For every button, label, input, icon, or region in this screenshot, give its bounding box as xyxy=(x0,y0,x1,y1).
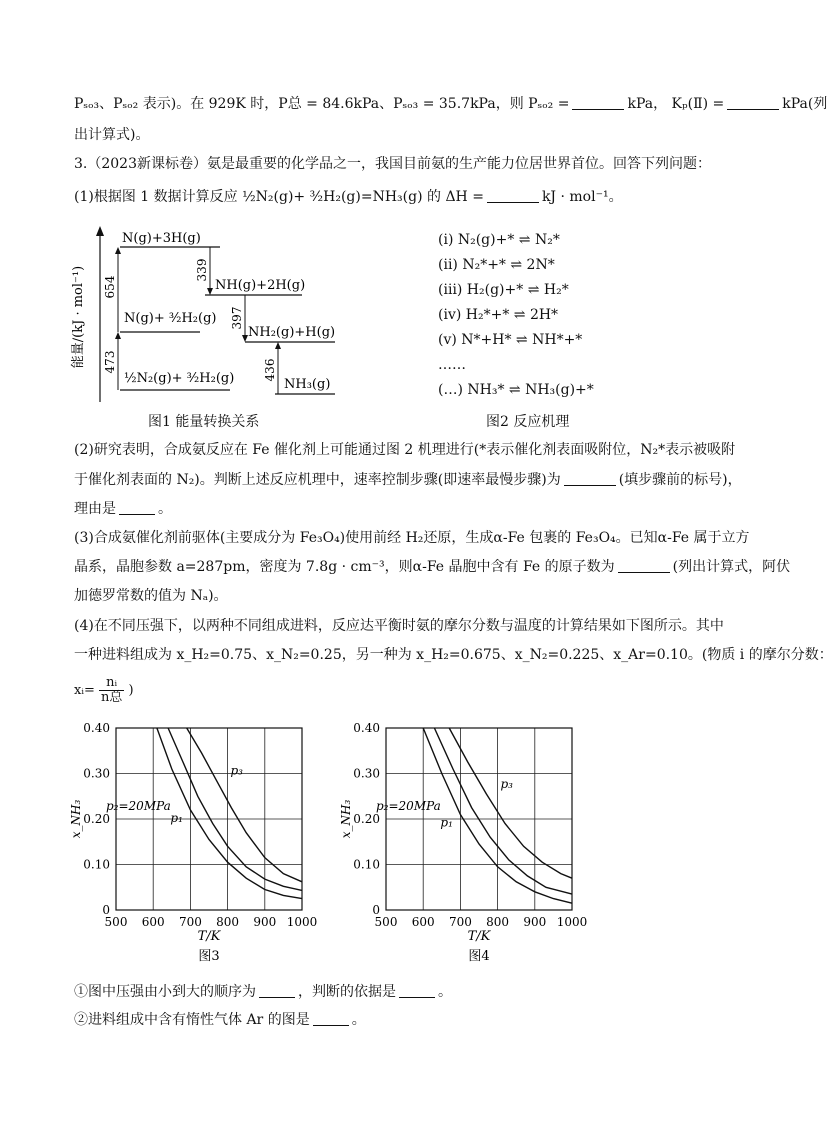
sub2-end: 。 xyxy=(351,1012,366,1028)
q3-part2-line3 xyxy=(74,499,172,519)
chart-figure4 xyxy=(340,718,590,988)
y-axis-label: x_NH₃ xyxy=(69,799,83,839)
top-line-2: 出计算式)。 xyxy=(74,127,150,143)
q3-sub1 xyxy=(74,982,452,1002)
x-tick-label: 900 xyxy=(253,915,277,929)
arrow-label-339: 339 xyxy=(195,258,209,282)
y-tick-label: 0.40 xyxy=(353,721,380,735)
mole-fraction-end: ) xyxy=(128,683,134,698)
answer-blank[interactable] xyxy=(564,471,616,486)
q3-part1-unit: kJ · mol⁻¹。 xyxy=(541,189,623,205)
x-tick-label: 700 xyxy=(448,915,472,929)
x-axis-label: T/K xyxy=(467,929,491,944)
level-bottom-left: ½N₂(g)+ ³⁄₂H₂(g) xyxy=(124,371,235,386)
q3-part2-line1: (2)研究表明，合成氨反应在 Fe 催化剂上可能通过图 2 机理进行(*表示催化剂表面吸附位，N₂*表示被吸附 xyxy=(74,442,736,458)
y-axis-label: x_NH₃ xyxy=(339,799,353,839)
level-right-top: NH(g)+2H(g) xyxy=(215,278,306,293)
y-tick-label: 0 xyxy=(372,903,380,917)
arrow-label-436: 436 xyxy=(263,358,277,382)
mechanism-ellipsis: …… xyxy=(438,357,466,373)
mechanism-step: (ⅱ) N₂*+* ⇌ 2N* xyxy=(438,257,555,273)
q3-part4-line3 xyxy=(74,676,134,705)
x-tick-label: 700 xyxy=(178,915,202,929)
q3-part4-line2: 一种进料组成为 x_H₂=0.75、x_N₂=0.25，另一种为 x_H₂=0.675、x_N₂=0.225、x_Ar=0.10。(物质 i 的摩尔分数： xyxy=(74,647,833,663)
q3-part2-end: 。 xyxy=(158,501,172,517)
sub1-text: ①图中压强由小到大的顺序为 xyxy=(74,984,256,1000)
y-tick-label: 0.20 xyxy=(83,812,110,826)
figure1-ylabel: 能量/(kJ · mol⁻¹) xyxy=(71,265,86,369)
series-line-p2 xyxy=(434,728,572,894)
y-tick-label: 0.40 xyxy=(83,721,110,735)
series-label-p2: p₂=20MPa xyxy=(106,798,171,813)
x-tick-label: 600 xyxy=(141,915,165,929)
figure1-caption: 图1 能量转换关系 xyxy=(148,414,260,430)
q3-part4-line1: (4)在不同压强下，以两种不同组成进料，反应达平衡时氨的摩尔分数与温度的计算结果如下图所示。其中 xyxy=(74,618,724,634)
chart-figure3 xyxy=(70,718,320,988)
level-right-bottom: NH₃(g) xyxy=(284,377,331,392)
chart-title: 图4 xyxy=(468,949,490,964)
x-tick-label: 800 xyxy=(486,915,510,929)
top-line1-unit-b: kPa(列 xyxy=(782,96,828,112)
q3-part3-line2 xyxy=(74,557,790,577)
series-label-p3: p₃ xyxy=(230,763,243,778)
y-tick-label: 0.10 xyxy=(83,857,110,872)
q3-part3-line1: (3)合成氨催化剂前驱体(主要成分为 Fe₃O₄)使用前经 H₂还原，生成α-Fe 包裹的 Fe₃O₄。已知α-Fe 属于立方 xyxy=(74,530,750,546)
top-line1-text: Pₛₒ₃、Pₛₒ₂ 表示)。在 929K 时，P总 = 84.6kPa、Pₛₒ₃ = 35.7kPa，则 Pₛₒ₂ = xyxy=(74,96,570,112)
answer-blank[interactable] xyxy=(119,500,155,515)
level-right-mid: NH₂(g)+H(g) xyxy=(248,325,336,340)
x-tick-label: 600 xyxy=(411,915,435,929)
sub1-mid: ，判断的依据是 xyxy=(298,984,396,1000)
sub2-text: ②进料组成中含有惰性气体 Ar 的图是 xyxy=(74,1012,310,1028)
mechanism-step: (ⅳ) H₂*+* ⇌ 2H* xyxy=(438,307,559,323)
mole-fraction-num: nᵢ xyxy=(99,676,124,691)
mole-fraction-lhs: xᵢ= xyxy=(74,683,95,698)
answer-blank[interactable] xyxy=(259,983,295,998)
mechanism-step: (…) NH₃* ⇌ NH₃(g)+* xyxy=(438,382,594,398)
series-label-p3: p₃ xyxy=(500,776,513,791)
q3-part3-hint: (列出计算式，阿伏 xyxy=(672,559,791,575)
x-tick-label: 800 xyxy=(216,915,240,929)
y-tick-label: 0.20 xyxy=(353,812,380,826)
q3-part2-text: 于催化剂表面的 N₂)。判断上述反应机理中，速率控制步骤(即速率最慢步骤)为 xyxy=(74,472,561,488)
arrow-label-473: 473 xyxy=(103,350,117,374)
energy-diagram xyxy=(70,222,370,412)
answer-blank[interactable] xyxy=(572,95,624,110)
arrow-label-397: 397 xyxy=(230,306,244,330)
mechanism-step: (ⅲ) H₂(g)+* ⇌ H₂* xyxy=(438,282,569,298)
q3-intro: 3.（2023新课标卷）氨是最重要的化学品之一，我国目前氨的生产能力位居世界首位。回答下列问题： xyxy=(74,156,711,172)
series-line-p3 xyxy=(449,728,572,878)
y-tick-label: 0.30 xyxy=(353,766,380,781)
q3-part1 xyxy=(74,187,623,207)
answer-blank[interactable] xyxy=(727,95,779,110)
top-line1-kp: Kₚ(Ⅱ) = xyxy=(671,96,725,112)
answer-blank[interactable] xyxy=(399,983,435,998)
x-tick-label: 500 xyxy=(374,915,398,929)
y-tick-label: 0.10 xyxy=(353,857,380,872)
answer-blank[interactable] xyxy=(487,188,539,203)
series-label-p1: p₁ xyxy=(440,815,453,830)
answer-blank[interactable] xyxy=(618,558,670,573)
mechanism-step: (ⅰ) N₂(g)+* ⇌ N₂* xyxy=(438,232,560,248)
q3-sub2 xyxy=(74,1010,366,1030)
x-tick-label: 900 xyxy=(523,915,547,929)
mole-fraction-den: n总 xyxy=(100,690,123,705)
x-tick-label: 1000 xyxy=(556,915,588,929)
arrow-label-654: 654 xyxy=(103,275,117,299)
top-line1-unit-a: kPa， xyxy=(627,96,668,112)
q3-part2-reason: 理由是 xyxy=(74,501,116,517)
q3-part1-text: (1)根据图 1 数据计算反应 ½N₂(g)+ ³⁄₂H₂(g)=NH₃(g) 的 ΔH = xyxy=(74,189,484,205)
series-line-p2 xyxy=(168,728,302,890)
y-tick-label: 0 xyxy=(102,903,110,917)
series-label-p1: p₁ xyxy=(170,810,183,825)
series-label-p2: p₂=20MPa xyxy=(376,798,441,813)
x-tick-label: 1000 xyxy=(286,915,318,929)
x-axis-label: T/K xyxy=(197,929,221,944)
q3-part3-line3: 加德罗常数的值为 Nₐ)。 xyxy=(74,588,228,604)
level-top: N(g)+3H(g) xyxy=(122,231,201,246)
q3-part3-text: 晶系，晶胞参数 a=287pm，密度为 7.8g · cm⁻³，则α-Fe 晶胞中含有 Fe 的原子数为 xyxy=(74,559,615,575)
sub1-end: 。 xyxy=(438,984,452,1000)
chart-title: 图3 xyxy=(198,949,220,964)
level-mid-left: N(g)+ ³⁄₂H₂(g) xyxy=(124,311,217,326)
mechanism-step: (ⅴ) N*+H* ⇌ NH*+* xyxy=(438,332,583,348)
y-tick-label: 0.30 xyxy=(83,766,110,781)
x-tick-label: 500 xyxy=(104,915,128,929)
figure2-caption: 图2 反应机理 xyxy=(486,414,570,430)
series-line-p3 xyxy=(187,728,302,882)
q3-part2-line2 xyxy=(74,470,742,490)
top-line-1 xyxy=(74,94,827,114)
answer-blank[interactable] xyxy=(313,1011,349,1026)
q3-part2-hint: (填步骤前的标号)， xyxy=(618,472,742,488)
